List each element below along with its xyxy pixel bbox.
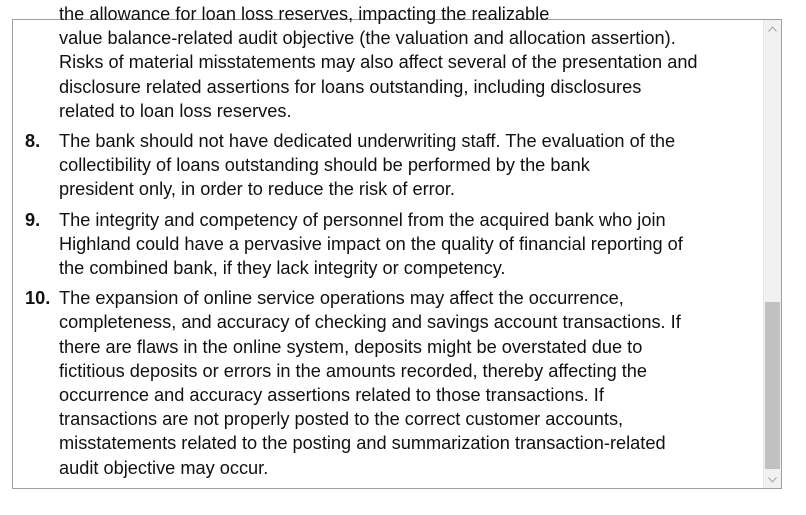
item-number: 8. <box>25 131 41 152</box>
item-number: 9. <box>25 209 41 230</box>
chevron-up-icon <box>768 26 777 32</box>
scroll-up-button[interactable] <box>764 20 781 37</box>
text-line: there are flaws in the online system, deposits might be overstated due to <box>59 336 643 357</box>
answer-scroll-panel[interactable] <box>12 4 782 489</box>
text-line: transactions are not properly posted to the correct customer accounts, <box>59 409 624 430</box>
text-line: the allowance for loan loss reserves, impacting the realizable <box>59 4 550 24</box>
intro-continuation <box>13 2 763 123</box>
list-item <box>13 129 763 202</box>
text-line: The bank should not have dedicated underwriting staff. The evaluation of the <box>59 131 676 152</box>
vertical-scrollbar[interactable] <box>763 20 781 488</box>
text-line: The integrity and competency of personnel from the acquired bank who join <box>59 209 666 230</box>
scroll-thumb[interactable] <box>765 302 780 469</box>
list-item <box>13 208 763 281</box>
item-number: 10. <box>25 288 51 309</box>
text-line: The expansion of online service operations may affect the occurrence, <box>59 288 624 309</box>
text-line: audit objective may occur. <box>59 457 269 478</box>
text-line: related to loan loss reserves. <box>59 100 292 121</box>
text-line: completeness, and accuracy of checking and savings account transactions. If <box>59 312 681 333</box>
text-line: fictitious deposits or errors in the amounts recorded, thereby affecting the <box>59 360 648 381</box>
text-line: value balance-related audit objective (the valuation and allocation assertion). <box>59 28 676 49</box>
text-line: occurrence and accuracy assertions related to those transactions. If <box>59 385 604 406</box>
text-line: misstatements related to the posting and summarization transaction-related <box>59 433 666 454</box>
text-line: disclosure related assertions for loans outstanding, including disclosures <box>59 76 642 97</box>
text-line: president only, in order to reduce the risk of error. <box>59 179 455 200</box>
scroll-down-button[interactable] <box>764 471 781 488</box>
chevron-down-icon <box>768 477 777 483</box>
text-line: the combined bank, if they lack integrity or competency. <box>59 258 506 279</box>
text-line: collectibility of loans outstanding should be performed by the bank <box>59 155 590 176</box>
text-line: Risks of material misstatements may also affect several of the presentation and <box>59 52 698 73</box>
list-item <box>13 286 763 480</box>
text-line: Highland could have a pervasive impact on the quality of financial reporting of <box>59 233 683 254</box>
answer-content <box>13 2 763 480</box>
